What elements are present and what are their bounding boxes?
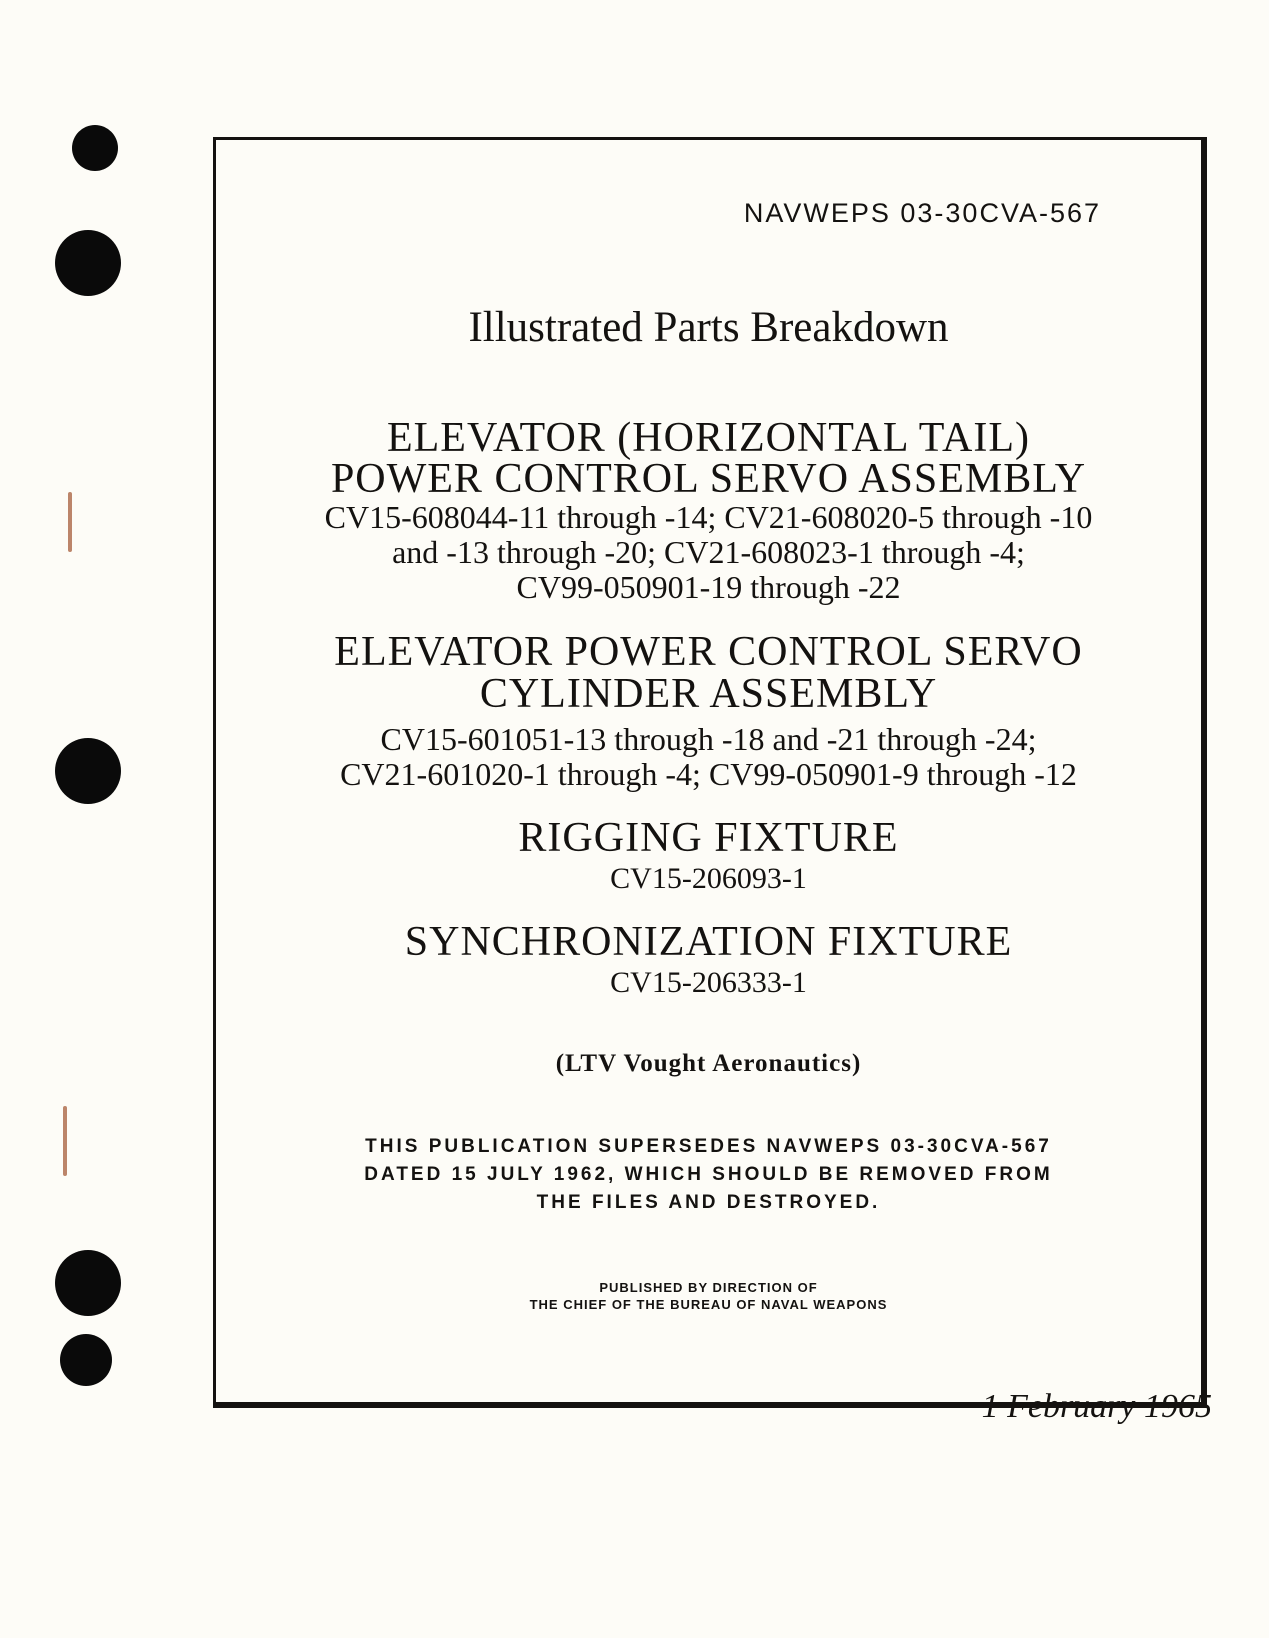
section-2-title-line-2: CYLINDER ASSEMBLY xyxy=(479,671,938,717)
document-subtitle: Illustrated Parts Breakdown xyxy=(468,304,949,351)
section-1-title-line-2: POWER CONTROL SERVO ASSEMBLY xyxy=(330,456,1087,502)
section-2-part-numbers-line-2: CV21-601020-1 through -4; CV99-050901-9 through -12 xyxy=(340,756,1077,792)
manufacturer: (LTV Vought Aeronautics) xyxy=(555,1050,862,1077)
punch-hole xyxy=(55,1250,121,1316)
punch-hole xyxy=(55,738,121,804)
section-2-part-numbers-line-1: CV15-601051-13 through -18 and -21 through -24; xyxy=(380,721,1037,757)
section-3-title: RIGGING FIXTURE xyxy=(518,815,899,861)
section-4-part-number: CV15-206333-1 xyxy=(610,966,807,999)
section-1-part-numbers-line-3: CV99-050901-19 through -22 xyxy=(516,569,901,605)
supersede-notice-line-2: DATED 15 JULY 1962, WHICH SHOULD BE REMOVED FROM xyxy=(364,1164,1053,1185)
supersede-notice-line-3: THE FILES AND DESTROYED. xyxy=(536,1192,881,1213)
punch-hole xyxy=(60,1334,112,1386)
section-2-title-line-1: ELEVATOR POWER CONTROL SERVO xyxy=(334,629,1083,675)
punch-hole xyxy=(72,125,118,171)
publication-date: 1 February 1965 xyxy=(981,1388,1212,1425)
published-by-line-2: THE CHIEF OF THE BUREAU OF NAVAL WEAPONS xyxy=(529,1297,888,1312)
staple-stain xyxy=(63,1106,67,1176)
published-by-line-1: PUBLISHED BY DIRECTION OF xyxy=(599,1280,818,1295)
section-1-part-numbers-line-1: CV15-608044-11 through -14; CV21-608020-5 through -10 xyxy=(324,499,1093,535)
section-1-title-line-1: ELEVATOR (HORIZONTAL TAIL) xyxy=(387,415,1030,461)
section-4-title: SYNCHRONIZATION FIXTURE xyxy=(404,919,1013,965)
section-3-part-number: CV15-206093-1 xyxy=(610,862,807,895)
staple-stain xyxy=(68,492,72,552)
section-1-part-numbers-line-2: and -13 through -20; CV21-608023-1 through -4; xyxy=(392,534,1025,570)
document-number: NAVWEPS 03-30CVA-567 xyxy=(743,198,1101,228)
supersede-notice-line-1: THIS PUBLICATION SUPERSEDES NAVWEPS 03-30CVA-567 xyxy=(365,1136,1052,1157)
punch-hole xyxy=(55,230,121,296)
title-frame xyxy=(213,137,1207,1408)
